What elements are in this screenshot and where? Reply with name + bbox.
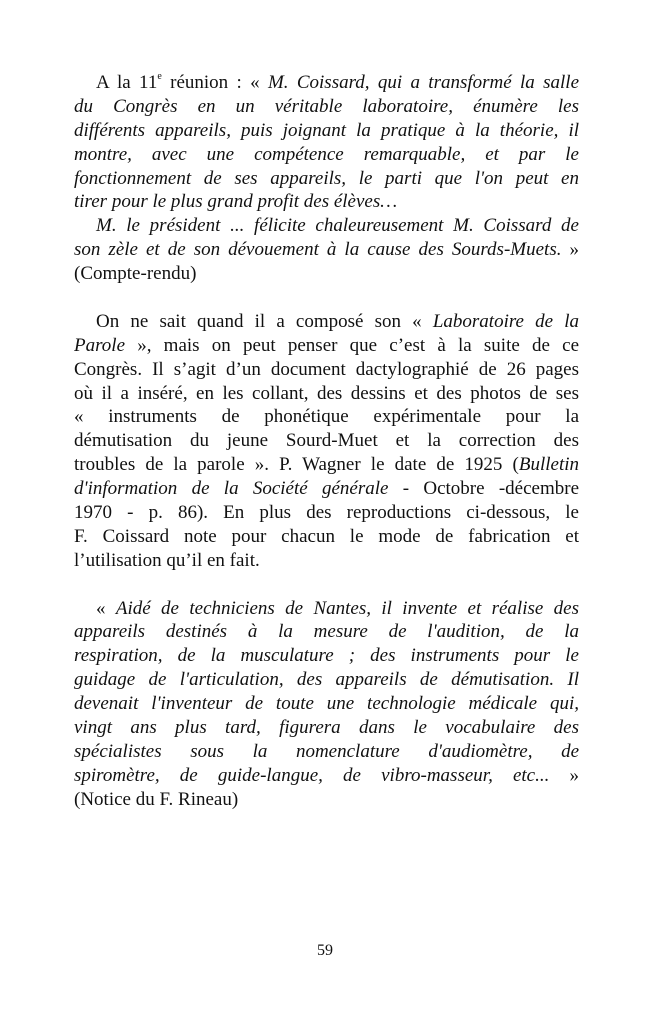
italic-text: du Congrès en un véritable laboratoire, énumère les bbox=[74, 95, 579, 117]
text-line bbox=[74, 477, 579, 501]
text-segment: » bbox=[549, 764, 579, 786]
text-line bbox=[74, 549, 579, 573]
italic-text: son zèle et de son dévouement à la cause des Sourds-Muets. bbox=[74, 239, 562, 261]
text-line bbox=[74, 453, 579, 477]
paragraph bbox=[74, 310, 579, 573]
italic-text: Laboratoire de la bbox=[432, 310, 579, 332]
italic-text: M. le président ... félicite chaleureusement M. Coissard de bbox=[96, 215, 579, 237]
text-segment: » bbox=[561, 239, 579, 261]
text-line bbox=[74, 382, 579, 406]
italic-text: Bulletin bbox=[518, 454, 579, 476]
italic-text: vingt ans plus tard, figurera dans le vocabulaire des bbox=[74, 717, 579, 739]
text-segment: (Compte-rendu) bbox=[74, 263, 197, 285]
text-segment: - Octobre -décembre bbox=[388, 478, 579, 500]
text-segment: démutisation du jeune Sourd-Muet et la correction des bbox=[74, 430, 579, 452]
text-line bbox=[74, 501, 579, 525]
text-segment: A la 11 bbox=[96, 72, 158, 93]
text-segment: Congrès. Il s’agit d’un document dactylographié de 26 pages bbox=[74, 358, 579, 380]
text-line bbox=[74, 429, 579, 453]
page-number: 59 bbox=[317, 942, 333, 959]
text-segment: On ne sait quand il a composé son « bbox=[96, 310, 433, 332]
text-line bbox=[74, 668, 579, 692]
text-line bbox=[74, 740, 579, 764]
text-line bbox=[74, 405, 579, 429]
italic-text: Aidé de techniciens de Nantes, il invente et réalise des bbox=[115, 597, 579, 619]
italic-text: M. Coissard, qui a transformé la salle bbox=[267, 72, 579, 93]
text-line bbox=[74, 119, 579, 143]
italic-text: fonctionnement de ses appareils, le parti que l'on peut en bbox=[74, 167, 579, 189]
text-segment: », mais on peut penser que c’est à la suite de ce bbox=[125, 334, 579, 356]
paragraph-gap bbox=[74, 573, 579, 597]
text-line bbox=[74, 525, 579, 549]
text-line bbox=[74, 95, 579, 119]
italic-text: devenait l'inventeur de toute une technologie médicale qui, bbox=[74, 693, 579, 715]
italic-text: montre, avec une compétence remarquable, et par le bbox=[74, 143, 579, 165]
text-line bbox=[74, 620, 579, 644]
text-segment: troubles de la parole ». P. Wagner le date de 1925 ( bbox=[74, 454, 519, 476]
text-segment: « instruments de phonétique expérimentale pour la bbox=[74, 406, 579, 428]
text-line bbox=[74, 143, 579, 167]
superscript: e bbox=[157, 71, 162, 82]
text-line bbox=[74, 788, 579, 812]
text-segment: l’utilisation qu’il en fait. bbox=[74, 549, 260, 571]
text-line bbox=[74, 71, 579, 95]
page-body bbox=[74, 71, 579, 812]
text-line bbox=[74, 334, 579, 358]
text-line bbox=[74, 167, 579, 191]
italic-text: tirer pour le plus grand profit des élèves… bbox=[74, 191, 398, 213]
paragraph bbox=[74, 597, 579, 812]
text-segment: « bbox=[96, 597, 116, 619]
italic-text: différents appareils, puis joignant la pratique à la théorie, il bbox=[74, 119, 579, 141]
paragraph bbox=[74, 71, 579, 286]
italic-text: guidage de l'articulation, des appareils de démutisation. Il bbox=[74, 669, 579, 691]
text-segment: F. Coissard note pour chacun le mode de fabrication et bbox=[74, 525, 579, 547]
text-segment: 1970 - p. 86). En plus des reproductions ci-dessous, le bbox=[74, 502, 579, 524]
text-line bbox=[74, 597, 579, 621]
text-segment: réunion : « bbox=[161, 72, 268, 93]
text-segment: où il a inséré, en les collant, des dessins et des photos de ses bbox=[74, 382, 579, 404]
italic-text: respiration, de la musculature ; des instruments pour le bbox=[74, 645, 579, 667]
text-line bbox=[74, 262, 579, 286]
italic-text: appareils destinés à la mesure de l'audition, de la bbox=[74, 621, 579, 643]
text-line bbox=[74, 190, 579, 214]
italic-text: Parole bbox=[74, 334, 126, 356]
paragraph-gap bbox=[74, 286, 579, 310]
italic-text: d'information de la Société générale bbox=[74, 478, 389, 500]
text-line bbox=[74, 764, 579, 788]
text-line bbox=[74, 692, 579, 716]
italic-text: spécialistes sous la nomenclature d'audiomètre, de bbox=[74, 740, 579, 762]
text-line bbox=[74, 310, 579, 334]
text-line bbox=[74, 358, 579, 382]
text-line bbox=[74, 716, 579, 740]
text-line bbox=[74, 238, 579, 262]
text-line bbox=[74, 644, 579, 668]
text-line bbox=[74, 214, 579, 238]
italic-text: spiromètre, de guide-langue, de vibro-masseur, etc... bbox=[74, 764, 550, 786]
text-segment: (Notice du F. Rineau) bbox=[74, 788, 239, 810]
